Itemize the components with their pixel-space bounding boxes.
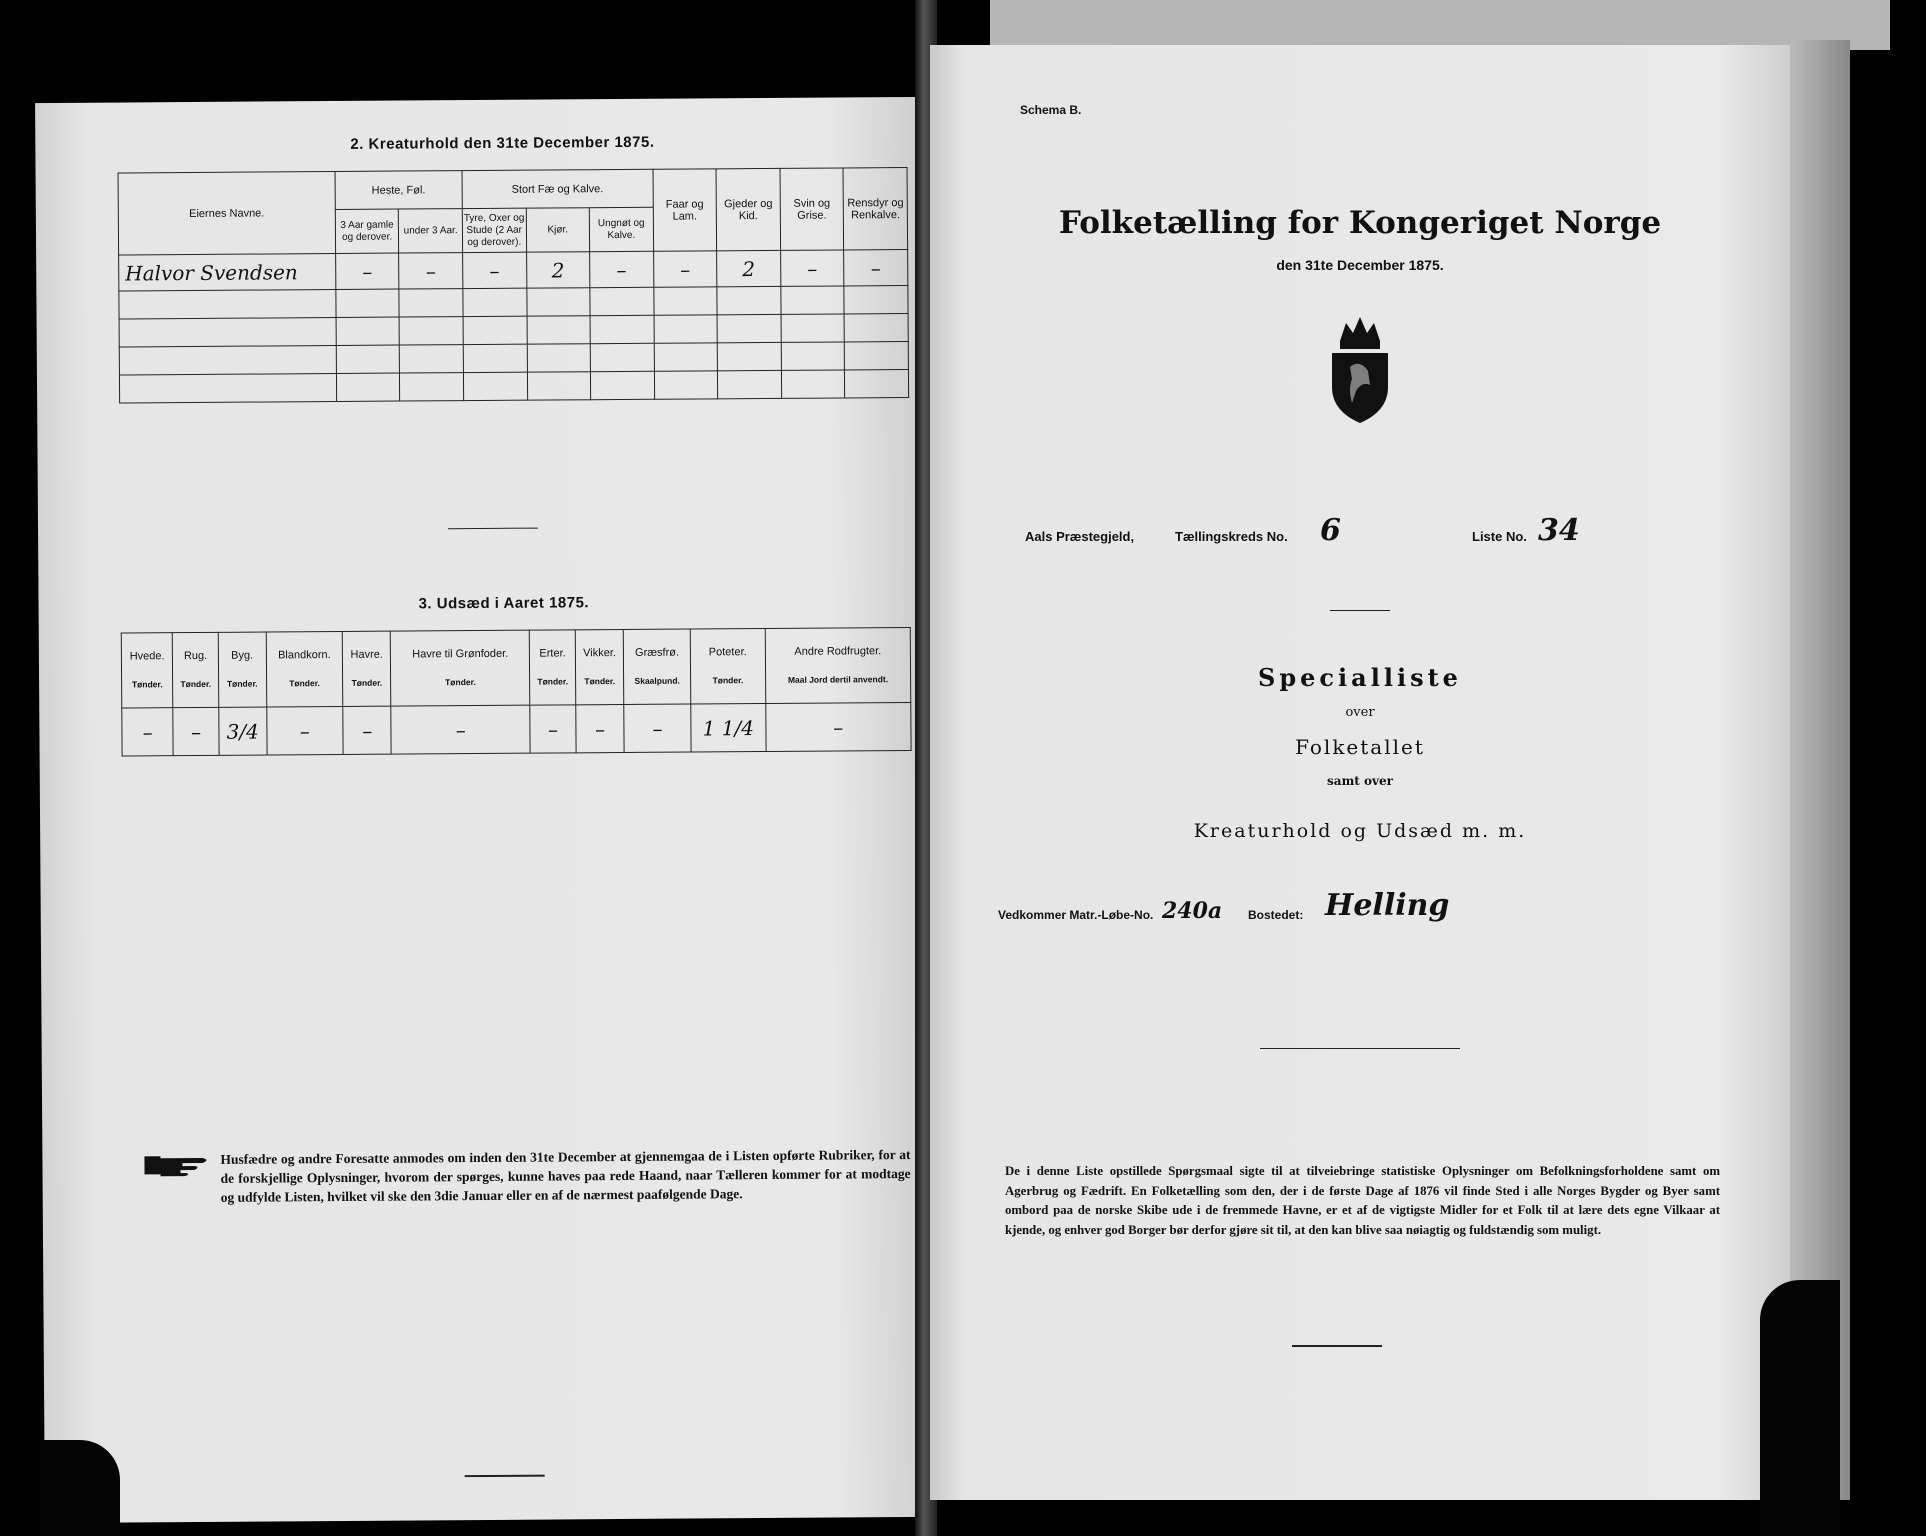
young-cattle-value: – [590,251,654,287]
sheep-header: Faar og Lam. [653,169,717,251]
goats-header: Gjeder og Kid. [716,168,780,250]
seed-value-8: – [624,704,691,752]
parish-label: Aals Præstegjeld, [1025,529,1135,544]
seed-unit: Skaalpund. [634,675,680,686]
livestock-table [118,167,910,404]
bulls-header: Tyre, Oxer og Stude (2 Aar og derover). [462,208,526,252]
seed-header-2 [218,632,266,707]
pointing-hand-icon [142,1152,212,1178]
kreaturhold-heading: Kreaturhold og Udsæd m. m. [1193,820,1527,842]
table-row [122,702,911,756]
seed-table [121,627,912,757]
sheep-value: – [653,251,717,287]
cows-header: Kjør. [526,208,590,252]
folketallet-heading: Folketallet [1295,735,1425,759]
owner-name: Halvor Svendsen [119,253,336,291]
horses-young-header: under 3 Aar. [399,209,463,253]
binding-clip-bottom-right [1760,1280,1840,1536]
owner-header: Eiernes Navne. [118,171,335,255]
seed-crop-name: Havre. [350,648,383,661]
seed-value-9: 1 1/4 [691,704,766,753]
seed-value-10: – [766,702,912,751]
binding-clip-bottom-left [40,1440,120,1536]
seed-value-4: – [343,706,391,754]
list-label: Liste No. [1472,529,1527,544]
seed-crop-name: Poteter. [708,646,747,659]
seed-value-1: – [173,707,219,755]
right-page [930,45,1790,1500]
reindeer-header: Rensdyr og Renkalve. [843,168,907,250]
household-notice: Husfædre og andre Foresatte anmodes om inden den 31te December at gjennemgaa de i Listen opførte Rubriker, for at de forskjellige Oplysninger, hvorom der spørges, kunne haves paa rede Haand, naar Tælleren kommer for at modtage og udfylde Listen, hvilket vil ske den 3die Januar eller en af de nærmest paafølgende Dage. [220,1147,911,1205]
goats-value: 2 [717,250,781,286]
pigs-value: – [780,250,844,286]
over-label-1: over [1345,705,1375,720]
cows-value: 2 [526,252,590,288]
horses-young-value: – [399,253,463,289]
seed-unit: Tønder. [131,679,163,690]
left-page [35,97,925,1523]
divider [1260,1048,1460,1049]
district-value: 6 [1320,513,1341,548]
seed-crop-name: Rug. [183,649,208,663]
norwegian-coat-of-arms-icon [1326,315,1394,425]
seed-header-3 [266,631,343,707]
horses-header: Heste, Føl. [335,171,462,210]
divider [1330,610,1390,611]
seed-crop-name: Andre Rodfrugter. [794,645,882,658]
horses-old-header: 3 Aar gamle og derover. [335,209,399,253]
reindeer-value: – [844,250,908,286]
seed-unit: Tønder. [180,678,212,690]
census-title: Folketælling for Kongeriget Norge [1058,205,1662,241]
specialliste-heading: Specialliste [1258,663,1462,692]
bulls-value: – [463,252,527,288]
matr-label: Vedkommer Matr.-Løbe-No. [998,908,1154,922]
seed-header-10 [765,627,911,703]
list-value: 34 [1538,513,1580,548]
seed-crop-name: Erter. [539,647,566,660]
seed-crop-name: Byg. [231,649,254,662]
divider [448,528,538,530]
seed-value-0: – [122,708,174,756]
table-row [119,250,908,292]
seed-header-6 [530,630,576,705]
seed-header-9 [690,629,766,705]
section-2-title: 2. Kreaturhold den 31te December 1875. [350,133,655,153]
section-3-title: 3. Udsæd i Aaret 1875. [418,594,590,613]
census-date: den 31te December 1875. [1276,257,1444,273]
seed-crop-name: Hvede. [129,650,165,663]
seed-value-6: – [530,705,576,753]
seed-header-0 [121,633,173,708]
seed-header-5 [391,630,531,706]
matr-value: 240a [1162,898,1223,924]
seed-crop-name: Græsfrø. [634,646,680,659]
seed-header-1 [173,632,219,707]
seed-header-4 [343,631,391,706]
seed-crop-name: Blandkorn. [278,649,331,662]
pigs-header: Svin og Grise. [780,168,844,250]
seed-unit: Tønder. [584,676,616,687]
seed-unit: Tønder. [537,676,569,687]
seed-value-7: – [576,704,625,752]
divider [465,1475,545,1478]
seed-unit: Tønder. [445,677,476,688]
table-row [119,369,908,403]
seed-crop-name: Vikker. [583,647,616,660]
seed-unit: Tønder. [226,678,258,689]
bosted-label: Bostedet: [1248,908,1304,922]
back-page-edge [990,0,1890,50]
seed-header-8 [624,629,691,704]
seed-value-5: – [391,705,530,754]
seed-unit: Maal Jord dertil anvendt. [787,674,889,685]
samt-over-label: samt over [1327,774,1393,788]
district-label: Tællingskreds No. [1175,529,1288,544]
divider [1292,1345,1382,1347]
seed-unit: Tønder. [289,678,320,689]
seed-unit: Tønder. [712,675,744,686]
bosted-value: Helling [1325,888,1450,923]
seed-unit: Tønder. [351,677,383,688]
seed-value-3: – [266,706,343,755]
seed-value-2: 3/4 [219,707,267,755]
census-explanation: De i denne Liste opstillede Spørgsmaal sigte til at tilveiebringe statistiske Oplysninger om Befolkningsforholdene samt om Agerbrug og Fædrift. En Folketælling som den, der i de første Dage af 1876 vil finde Sted i alle Norges Bygder og Byer samt ombord paa de norske Skibe ude i de fremmede Havne, er et af de vigtigste Midler for et Folk til at lære dets egne Vilkaar at kjende, og enhver god Borger bør derfor gjøre sit til, at den kan blive saa nøiagtig og fuldstændig som muligt. [1005,1164,1720,1237]
horses-old-value: – [335,253,399,289]
young-cattle-header: Ungnøt og Kalve. [589,207,653,251]
seed-crop-name: Havre til Grønfoder. [412,647,509,661]
cattle-header: Stort Fæ og Kalve. [462,169,653,208]
seed-header-7 [575,629,624,704]
schema-label: Schema B. [1020,103,1082,117]
